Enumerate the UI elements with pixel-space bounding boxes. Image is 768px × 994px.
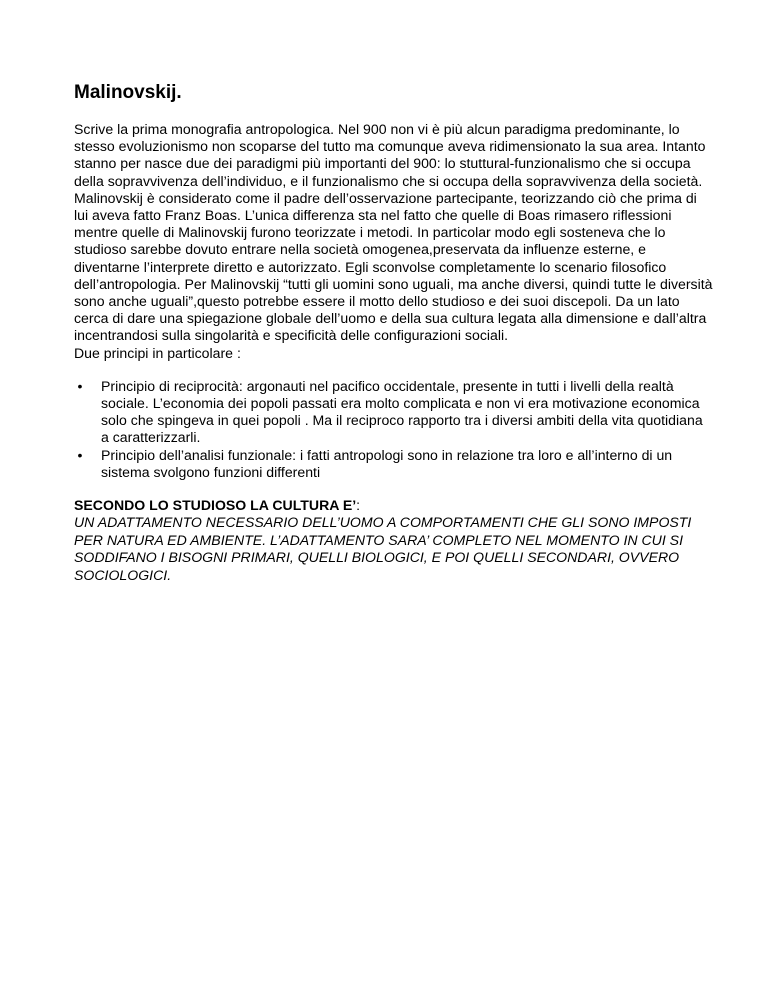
culture-heading-colon: : (356, 497, 361, 514)
intro-paragraph: Scrive la prima monografia antropologica. Nel 900 non vi è più alcun paradigma predominante, lo stesso evoluzionismo non scoparse del tutto ma comunque aveva ridimensionato la sua area. Intanto stanno per nasce due dei paradigmi più importanti del 900: lo stuttural-funzionalismo che si occupa della sopravvivenza dell’individuo, e il funzionalismo che si occupa della sopravvivenza della società. Malinovskij è considerato come il padre dell’osservazione partecipante, teorizzando ciò che prima di lui aveva fatto Franz Boas. L’unica differenza sta nel fatto che quelle di Boas rimasero riflessioni mentre quelle di Malinovskij furono teorizzate i metodi. In particolar modo egli sosteneva che lo studioso sarebbe dovuto entrare nella società omogenea,preservata da influenze esterne, e diventarne l’interprete diretto e autorizzato. Egli sconvolse completamente lo scenario filosofico dell’antropologia. Per Malinovskij “tutti gli uomini sono uguali, ma anche diversi, quindi tutte le diversità sono anche uguali”,questo potrebbe essere il motto dello studioso e dei suoi discepoli. Da un lato cerca di dare una spiegazione globale dell’uomo e della sua cultura legata alla dimensione e dall’altra incentrandosi sulla singolarità e specificità delle configurazioni sociali. (74, 121, 713, 344)
principles-list (74, 378, 714, 481)
principle-text: Principio dell’analisi funzionale: i fatti antropologi sono in relazione tra loro e all’interno di un sistema svolgono funzioni differenti (101, 446, 673, 480)
culture-heading (74, 497, 714, 514)
principles-intro: Due principi in particolare : (74, 344, 241, 361)
culture-definition: UN ADATTAMENTO NECESSARIO DELL’UOMO A COMPORTAMENTI CHE GLI SONO IMPOSTI PER NATURA ED AMBIENTE. L’ADATTAMENTO SARA’ COMPLETO NEL MOMENTO IN CUI SI SODDIFANO I BISOGNI PRIMARI, QUELLI BIOLOGICI, E POI QUELLI SECONDARI, OVVERO SOCIOLOGICI. (74, 514, 692, 584)
document-title: Malinovskij. (74, 82, 182, 103)
bullet-icon: • (77, 377, 83, 394)
document-body (74, 121, 714, 362)
bullet-icon: • (77, 446, 83, 463)
document-page (74, 82, 714, 585)
list-item (74, 378, 714, 447)
list-item (74, 447, 714, 481)
culture-heading-text: SECONDO LO STUDIOSO LA CULTURA E’ (74, 497, 357, 514)
principle-text: Principio di reciprocità: argonauti nel pacifico occidentale, presente in tutti i livelli della realtà sociale. L’economia dei popoli passati era molto complicata e non vi era motivazione economica solo che spingeva in quei popoli . Ma il reciproco rapporto tra i diversi ambiti della vita quotidiana a caratterizzarli. (101, 377, 703, 446)
